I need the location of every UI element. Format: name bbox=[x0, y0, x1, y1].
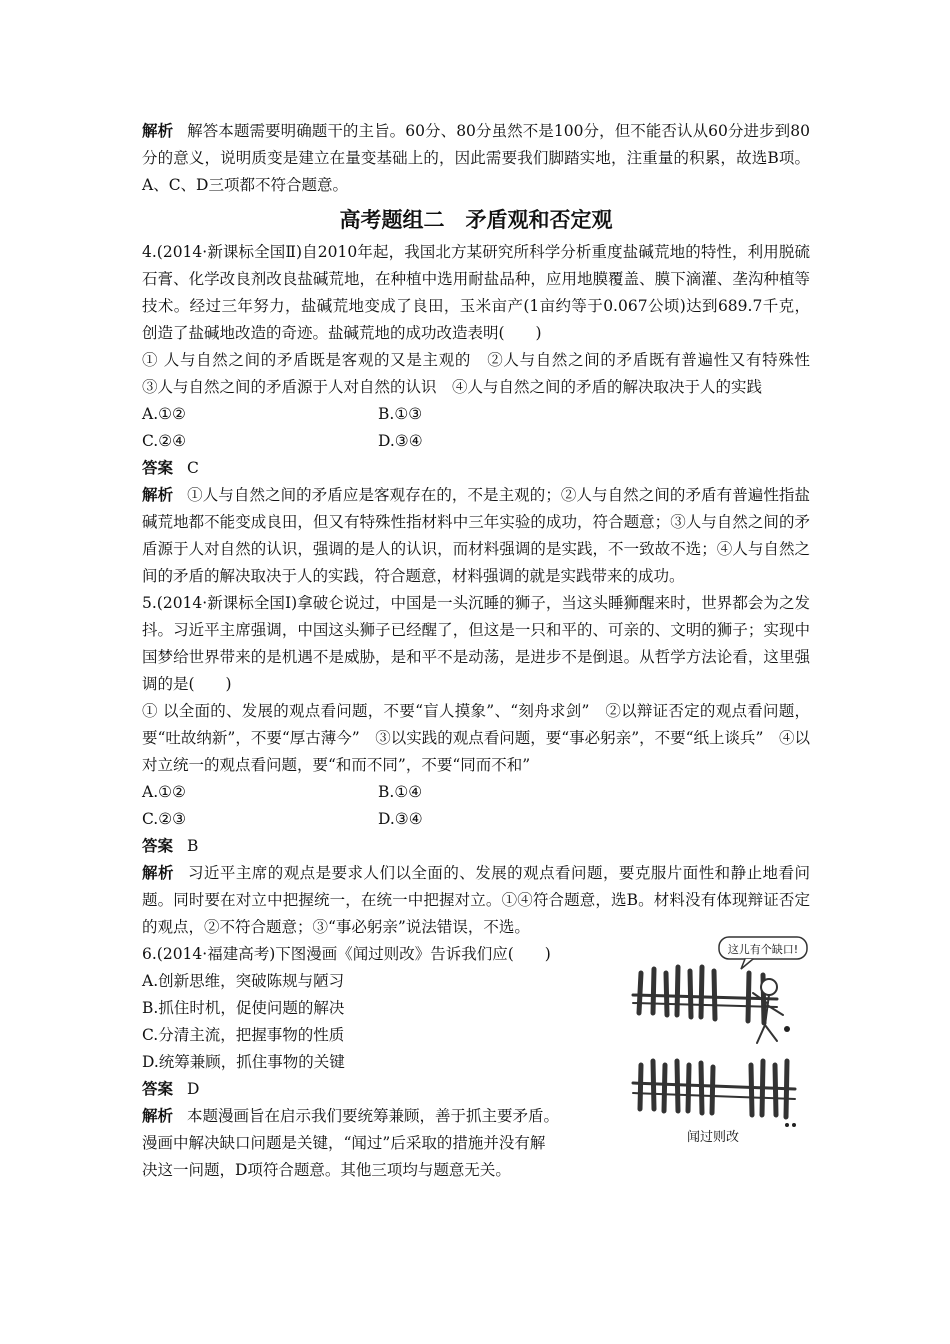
section-title: 高考题组二 矛盾观和否定观 bbox=[339, 208, 613, 232]
q5-stem: 5.(2014·新课标全国Ⅰ)拿破仑说过，中国是一头沉睡的狮子，当这头睡狮醒来时，世界都会为之发抖。习近平主席强调，中国这头狮子已经醒了，但这是一只和平的、可亲的、文明的狮子；实现中国梦给世界带来的是机遇不是威胁，是和平不是动荡，是进步不是倒退。从哲学方法论看，这里强调的是( ) bbox=[142, 594, 810, 693]
analysis-text: 习近平主席的观点是要求人们以全面的、发展的观点看问题，要克服片面性和静止地看问题。同时要在对立中把握统一，在统一中把握对立。①④符合题意，选B。材料没有体现辩证否定的观点，②不符合题意；③“事必躬亲”说法错误，不选。 bbox=[142, 864, 810, 936]
analysis-label: 解析 bbox=[142, 864, 174, 882]
q4-options bbox=[142, 401, 810, 455]
fence-cartoon bbox=[627, 933, 812, 1148]
q5-option-d: D.③④ bbox=[378, 810, 423, 828]
answer-label: 答案 bbox=[142, 837, 174, 855]
q4-answer bbox=[142, 455, 810, 482]
analysis-label: 解析 bbox=[142, 486, 174, 504]
intro-analysis bbox=[142, 118, 810, 199]
q6-analysis-line-2: 漫画中解决缺口问题是关键，“闻过”后采取的措施并没有解 bbox=[142, 1134, 546, 1152]
analysis-line-1: 本题漫画旨在启示我们要统筹兼顾，善于抓主要矛盾。 bbox=[187, 1107, 560, 1125]
q4-statements: ① 人与自然之间的矛盾既是客观的又是主观的 ②人与自然之间的矛盾既有普遍性又有特殊性 ③人与自然之间的矛盾源于人对自然的认识 ④人与自然之间的矛盾的解决取决于人的实践 bbox=[142, 351, 826, 396]
cartoon-caption: 闻过则改 bbox=[686, 1130, 740, 1145]
q6-analysis bbox=[142, 1103, 612, 1130]
q5-option-c: C.②③ bbox=[142, 810, 187, 828]
analysis-text: ①人与自然之间的矛盾应是客观存在的，不是主观的；②人与自然之间的矛盾有普遍性指盐碱荒地都不能变成良田，但又有特殊性指材料中三年实验的成功，符合题意；③人与自然之间的矛盾源于人对自然的认识，强调的是人的认识，而材料强调的是实践，不一致故不选；④人与自然之间的矛盾的解决取决于人的实践，符合题意，材料强调的就是实践带来的成功。 bbox=[142, 486, 810, 585]
answer-label: 答案 bbox=[142, 459, 174, 477]
q6-answer bbox=[142, 1076, 612, 1103]
answer-value: C bbox=[187, 459, 199, 477]
q4-analysis bbox=[142, 482, 810, 590]
q4-option-b: B.①③ bbox=[378, 405, 423, 423]
q5-options bbox=[142, 779, 810, 833]
person-figure bbox=[753, 979, 790, 1043]
q5-statements: ① 以全面的、发展的观点看问题，不要“盲人摸象”、“刻舟求剑” ②以辩证否定的观点看问题，要“吐故纳新”，不要“厚古薄今” ③以实践的观点看问题，要“事必躬亲”，不要“纸上谈兵” ④以对立统一的观点看问题，要“和而不同”，不要“同而不和” bbox=[142, 702, 810, 774]
answer-value: D bbox=[187, 1080, 200, 1098]
q5-option-a: A.①② bbox=[142, 783, 186, 801]
q4-option-d: D.③④ bbox=[378, 432, 423, 450]
bubble-text: 这儿有个缺口! bbox=[727, 943, 799, 956]
q5-answer bbox=[142, 833, 810, 860]
q4-option-a: A.①② bbox=[142, 405, 186, 423]
analysis-label: 解析 bbox=[142, 1107, 174, 1125]
q4-stem: 4.(2014·新课标全国Ⅱ)自2010年起，我国北方某研究所科学分析重度盐碱荒地的特性，利用脱硫石膏、化学改良剂改良盐碱荒地，在种植中选用耐盐品种，应用地膜覆盖、膜下滴灌、垄沟种植等技术。经过三年努力，盐碱荒地变成了良田，玉米亩产(1亩约等于0.067公顷)达到689.7千克，创造了盐碱地改造的奇迹。盐碱荒地的成功改造表明( ) bbox=[142, 243, 810, 342]
q6-option-a: A.创新思维，突破陈规与陋习 bbox=[142, 972, 345, 990]
analysis-text: 解答本题需要明确题干的主旨。60分、80分虽然不是100分，但不能否认从60分进步到80分的意义，说明质变是建立在量变基础上的，因此需要我们脚踏实地，注重量的积累，故选B项。A、C、D三项都不符合题意。 bbox=[142, 122, 810, 194]
page-content bbox=[142, 118, 826, 1184]
q6-option-b: B.抓住时机，促使问题的解决 bbox=[142, 999, 345, 1017]
analysis-label: 解析 bbox=[142, 122, 174, 140]
q6-option-c: C.分清主流，把握事物的性质 bbox=[142, 1026, 345, 1044]
answer-value: B bbox=[187, 837, 199, 855]
q6-stem: 6.(2014·福建高考)下图漫画《闻过则改》告诉我们应( ) bbox=[142, 945, 551, 963]
q4-option-c: C.②④ bbox=[142, 432, 187, 450]
q6-block bbox=[142, 941, 810, 1184]
answer-label: 答案 bbox=[142, 1080, 174, 1098]
q6-option-d: D.统筹兼顾，抓住事物的关键 bbox=[142, 1053, 345, 1071]
q5-analysis bbox=[142, 860, 810, 941]
q5-option-b: B.①④ bbox=[378, 783, 423, 801]
q6-analysis-line-3: 决这一问题，D项符合题意。其他三项均与题意无关。 bbox=[142, 1161, 511, 1179]
